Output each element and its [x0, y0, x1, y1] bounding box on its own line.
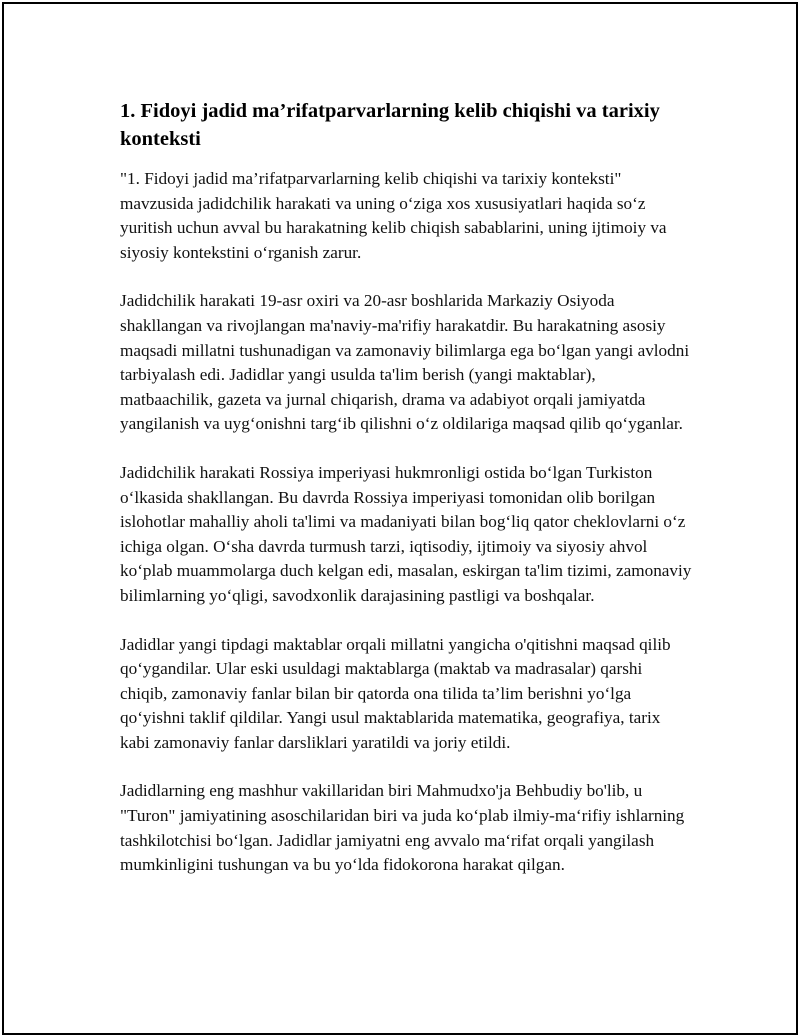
section-heading: 1. Fidoyi jadid ma’rifatparvarlarning kelib chiqishi va tarixiy konteksti: [120, 100, 660, 150]
document-content: [120, 97, 692, 902]
paragraph-behbudiy: Jadidlarning eng mashhur vakillaridan biri Mahmudxo'ja Behbudiy bo'lib, u "Turon" jamiyatining asoschilaridan biri va juda ko‘plab ilmiy-ma‘rifiy ishlarning tashkilotchisi bo‘lgan. Jadidlar jamiyatni eng avvalo ma‘rifat orqali yangilash mumkinligini tushungan va bu yo‘lda fidokorona harakat qilgan.: [120, 781, 685, 875]
paragraph-historical-context: Jadidchilik harakati Rossiya imperiyasi hukmronligi ostida bo‘lgan Turkiston o‘lkasida shakllangan. Bu davrda Rossiya imperiyasi tomonidan olib borilgan islohotlar mahalliy aholi ta'limi va madaniyati bilan bog‘liq qator cheklovlarni o‘z ichiga olgan. O‘sha davrda turmush tarzi, iqtisodiy, ijtimoiy va siyosiy ahvol ko‘plab muammolarga duch kelgan edi, masalan, eskirgan ta'lim tizimi, zamonaviy bilimlarning yo‘qligi, savodxonlik darajasining pastligi va boshqalar.: [120, 462, 692, 605]
document-page: [2, 2, 798, 1035]
paragraph-movement-origins: Jadidchilik harakati 19-asr oxiri va 20-asr boshlarida Markaziy Osiyoda shakllangan va rivojlangan ma'naviy-ma'rifiy harakatdir. Bu harakatning asosiy maqsadi millatni tushunadigan va zamonaviy bilimlarga ega bo‘lgan yangi avlodni tarbiyalash edi. Jadidlar yangi usulda ta'lim berish (yangi maktablar), matbaachilik, gazeta va jurnal chiqarish, drama va adabiyot orqali jamiyatda yangilanish va uyg‘onishni targ‘ib qilishni o‘z oldilariga maqsad qilib qo‘yganlar.: [120, 291, 690, 434]
paragraph-new-schools: Jadidlar yangi tipdagi maktablar orqali millatni yangicha o'qitishni maqsad qilib qo‘ygandilar. Ular eski usuldagi maktablarga (maktab va madrasalar) qarshi chiqib, zamonaviy fanlar bilan bir qatorda ona tilida ta’lim berishni yo‘lga qo‘yishni taklif qildilar. Yangi usul maktablarida matematika, geografiya, tarix kabi zamonaviy fanlar darsliklari yaratildi va joriy etildi.: [120, 634, 671, 752]
paragraph-intro: "1. Fidoyi jadid ma’rifatparvarlarning kelib chiqishi va tarixiy konteksti" mavzusida jadidchilik harakati va uning o‘ziga xos xususiyatlari haqida so‘z yuritish uchun avval bu harakatning kelib chiqish sabablarini, uning ijtimoiy va siyosiy kontekstini o‘rganish zarur.: [120, 169, 667, 262]
